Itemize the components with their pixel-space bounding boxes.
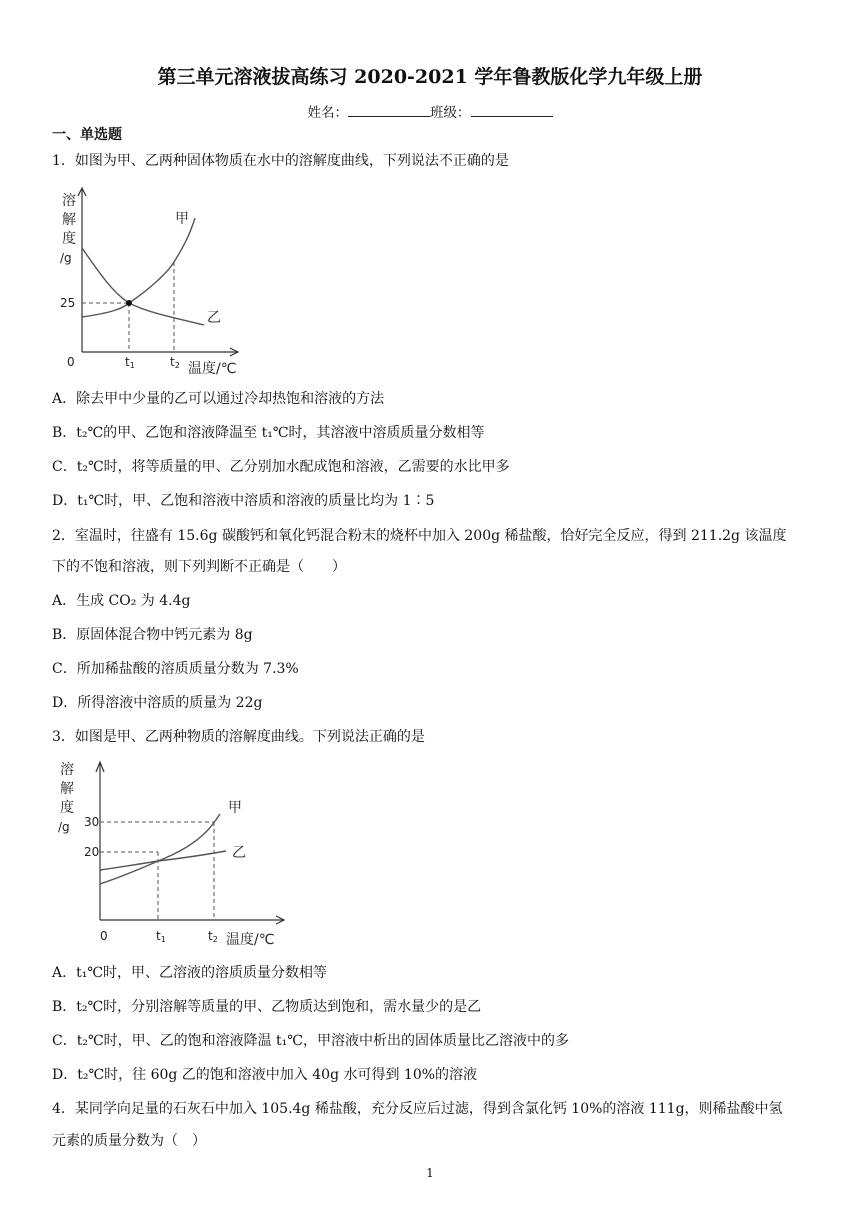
page-number: 1 [426, 1166, 434, 1180]
q3-stem: 3．如图是甲、乙两种物质的溶解度曲线。下列说法正确的是 [52, 729, 425, 745]
q3-ytick-30: 30 [84, 815, 100, 829]
q1-intersection-point [126, 300, 132, 306]
q1-ylabel-1: 溶 [62, 193, 76, 209]
q1-label-jia: 甲 [175, 211, 189, 227]
q3-xlabel: 温度/℃ [226, 932, 275, 948]
q4-stem-line-1: 4．某同学向足量的石灰石中加入 105.4g 稀盐酸，充分反应后过滤，得到含氯化钙 10%的溶液 111g，则稀盐酸中氢 [52, 1101, 783, 1117]
name-class-line [0, 101, 860, 121]
name-blank [348, 104, 430, 117]
q3-curve-yi [100, 851, 226, 870]
q1-xlabel: 温度/℃ [188, 361, 237, 377]
q1-option-c: C．t₂℃时，将等质量的甲、乙分别加水配成饱和溶液，乙需要的水比甲多 [52, 459, 510, 475]
q1-label-yi: 乙 [207, 310, 221, 326]
q3-ylabel-2: 解 [60, 781, 74, 797]
section-heading: 一、单选题 [52, 127, 122, 143]
q2-option-d: D．所得溶液中溶质的质量为 22g [52, 695, 263, 711]
q1-ytick-25: 25 [60, 296, 76, 310]
q1-option-a: A．除去甲中少量的乙可以通过冷却热饱和溶液的方法 [52, 391, 385, 407]
page-title: 第三单元溶液拔高练习 2020-2021 学年鲁教版化学九年级上册 [157, 66, 703, 88]
q2-option-a: A．生成 CO₂ 为 4.4g [52, 593, 191, 609]
q3-solubility-graph [54, 754, 288, 954]
q3-curve-jia [100, 814, 220, 884]
q1-curve-jia [82, 218, 195, 317]
class-blank [471, 104, 553, 117]
q2-stem-line-2: 下的不饱和溶液，则下列判断不正确是（ ） [52, 559, 346, 575]
q3-xtick-t1: t1 [156, 929, 166, 944]
q1-ylabel-4: /g [60, 251, 72, 265]
q3-ytick-20: 20 [84, 845, 100, 859]
q3-label-jia: 甲 [228, 800, 242, 816]
q3-option-c: C．t₂℃时，甲、乙的饱和溶液降温 t₁℃，甲溶液中析出的固体质量比乙溶液中的多 [52, 1033, 569, 1049]
q2-option-b: B．原固体混合物中钙元素为 8g [52, 627, 253, 643]
q1-stem: 1．如图为甲、乙两种固体物质在水中的溶解度曲线，下列说法不正确的是 [52, 153, 509, 169]
q3-ylabel-4: /g [58, 820, 70, 834]
q3-xtick-t2: t2 [208, 929, 218, 944]
q2-stem-line-1: 2．室温时，往盛有 15.6g 碳酸钙和氧化钙混合粉末的烧杯中加入 200g 稀盐酸，恰好完全反应，得到 211.2g 该温度 [52, 528, 787, 544]
q1-ylabel-3: 度 [62, 231, 76, 247]
q1-solubility-graph [50, 176, 260, 380]
q3-ylabel-1: 溶 [60, 762, 74, 778]
q1-xtick-t2: t2 [170, 355, 180, 370]
q1-origin: 0 [67, 355, 75, 369]
q1-option-b: B．t₂℃的甲、乙饱和溶液降温至 t₁℃时，其溶液中溶质质量分数相等 [52, 425, 485, 441]
name-label: 姓名： [307, 105, 348, 121]
q4-stem-line-2: 元素的质量分数为（ ） [52, 1133, 206, 1149]
q3-ylabel-3: 度 [60, 800, 74, 816]
q1-ylabel-2: 解 [62, 212, 76, 228]
q3-option-b: B．t₂℃时，分别溶解等质量的甲、乙物质达到饱和，需水量少的是乙 [52, 999, 482, 1015]
q1-xtick-t1: t1 [125, 355, 135, 370]
class-label: 班级： [430, 105, 471, 121]
q2-option-c: C．所加稀盐酸的溶质质量分数为 7.3% [52, 661, 299, 677]
q1-option-d: D．t₁℃时，甲、乙饱和溶液中溶质和溶液的质量比均为 1∶5 [52, 493, 435, 509]
q3-origin: 0 [100, 929, 108, 943]
q3-label-yi: 乙 [232, 845, 246, 861]
q3-option-d: D．t₂℃时，往 60g 乙的饱和溶液中加入 40g 水可得到 10%的溶液 [52, 1067, 478, 1083]
q3-option-a: A．t₁℃时，甲、乙溶液的溶质质量分数相等 [52, 965, 328, 981]
